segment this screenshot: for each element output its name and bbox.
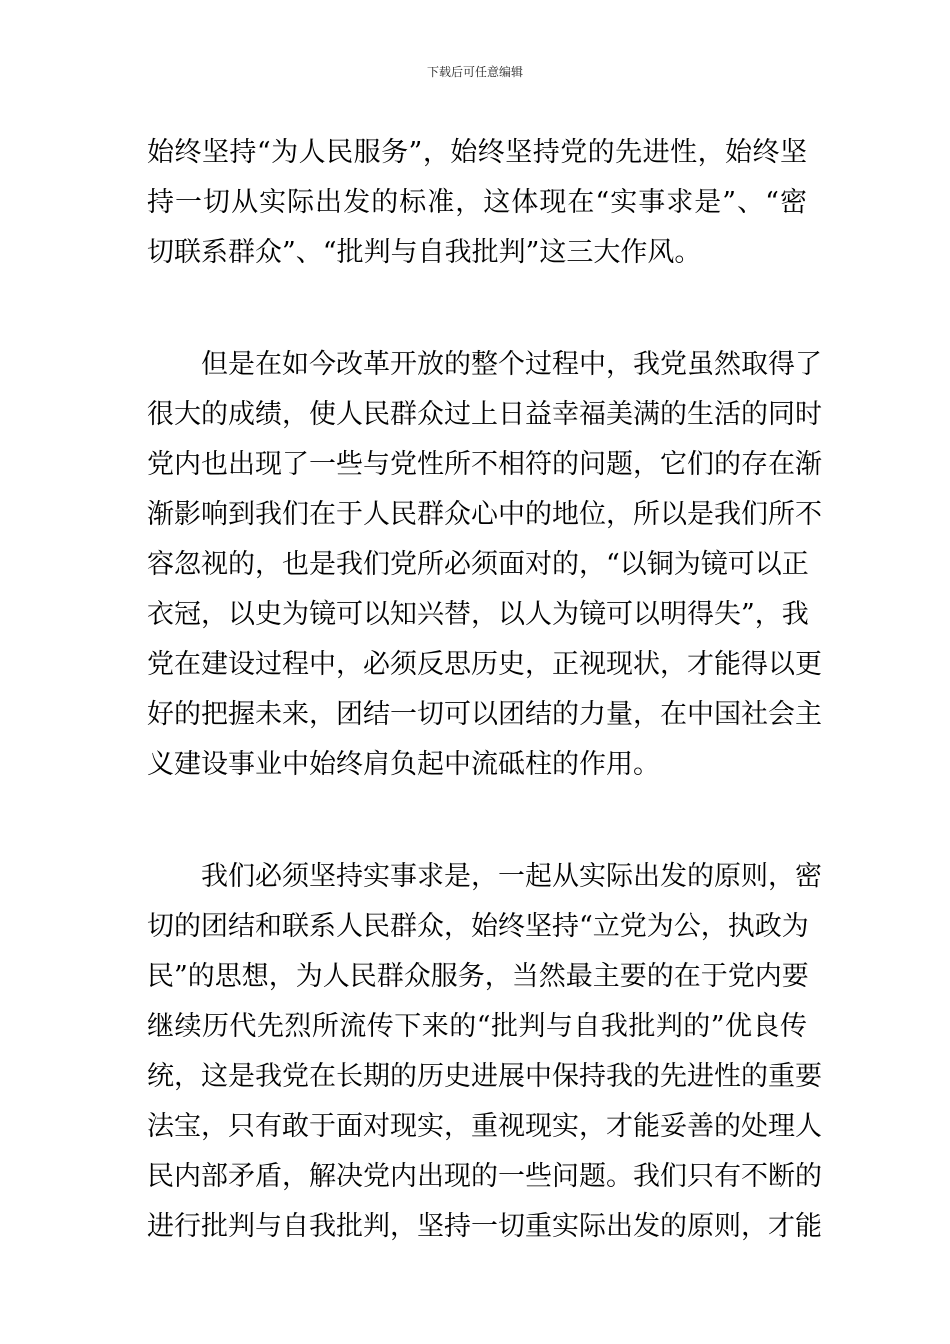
- paragraph-spacer: [147, 790, 807, 852]
- text-line: 统，这是我党在长期的历史进展中保持我的先进性的重要: [147, 1061, 822, 1092]
- text-line: 但是在如今改革开放的整个过程中，我党虽然取得了: [147, 349, 822, 380]
- text-line: 切的团结和联系人民群众，始终坚持“立党为公，执政为: [147, 911, 809, 942]
- text-line: 法宝，只有敢于面对现实，重视现实，才能妥善的处理人: [147, 1111, 822, 1142]
- text-line: 很大的成绩，使人民群众过上日益幸福美满的生活的同时: [147, 399, 822, 430]
- text-line: 好的把握未来，团结一切可以团结的力量，在中国社会主: [147, 699, 822, 730]
- text-line: 继续历代先烈所流传下来的“批判与自我批判的”优良传: [147, 1011, 807, 1042]
- text-line: 衣冠，以史为镜可以知兴替，以人为镜可以明得失”，我: [147, 599, 809, 630]
- paragraph-2: [147, 340, 822, 790]
- text-line: 始终坚持“为人民服务”，始终坚持党的先进性，始终坚: [147, 137, 807, 168]
- text-line: 民”的思想，为人民群众服务，当然最主要的在于党内要: [147, 961, 809, 992]
- text-line: 我们必须坚持实事求是，一起从实际出发的原则，密: [147, 861, 822, 892]
- document-body: [147, 128, 822, 1252]
- text-line: 义建设事业中始终肩负起中流砥柱的作用。: [147, 749, 660, 780]
- paragraph-1: [147, 128, 807, 278]
- text-line: 党内也出现了一些与党性所不相符的问题，它们的存在渐: [147, 449, 822, 480]
- text-line: 容忽视的，也是我们党所必须面对的，“以铜为镜可以正: [147, 549, 809, 580]
- text-line: 党在建设过程中，必须反思历史，正视现状，才能得以更: [147, 649, 822, 680]
- text-line: 进行批判与自我批判，坚持一切重实际出发的原则，才能: [147, 1211, 822, 1242]
- text-line: 渐影响到我们在于人民群众心中的地位，所以是我们所不: [147, 499, 822, 530]
- page-header: 下载后可任意编辑: [426, 65, 523, 79]
- text-line: 民内部矛盾，解决党内出现的一些问题。我们只有不断的: [147, 1161, 822, 1192]
- paragraph-3: [147, 852, 822, 1252]
- paragraph-spacer: [147, 278, 807, 340]
- text-line: 切联系群众”、“批判与自我批判”这三大作风。: [147, 237, 702, 268]
- text-line: 持一切从实际出发的标准，这体现在“实事求是”、“密: [147, 187, 807, 218]
